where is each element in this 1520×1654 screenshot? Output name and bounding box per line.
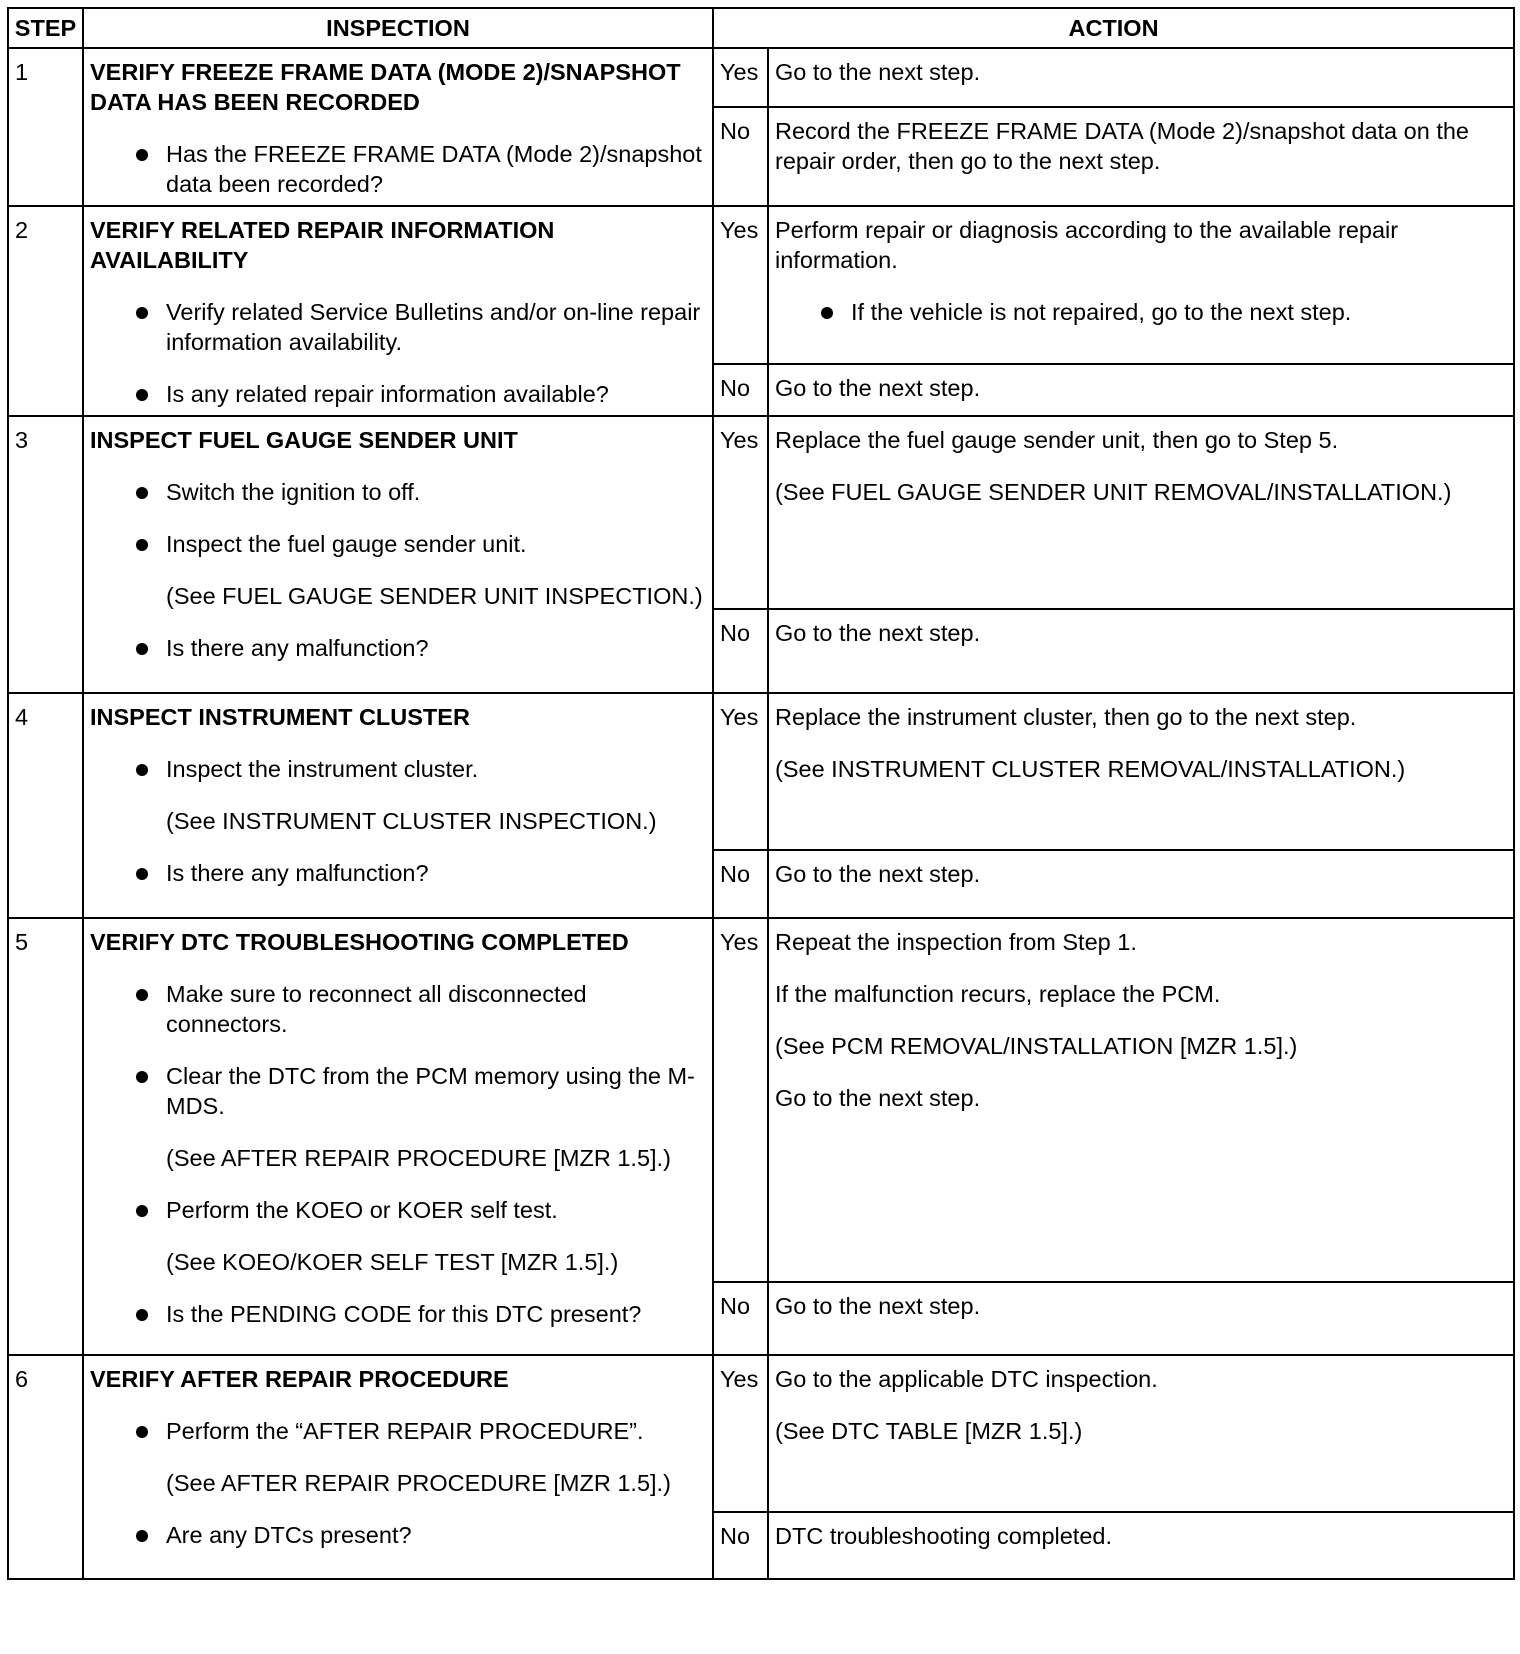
action-text: If the malfunction recurs, replace the PCM. (775, 981, 1221, 1007)
inspection-item: Perform the “AFTER REPAIR PROCEDURE”. (90, 1416, 706, 1446)
inspection-cell (83, 416, 713, 693)
inspection-item: Is the PENDING CODE for this DTC present? (90, 1299, 706, 1329)
no-label: No (713, 1512, 768, 1579)
action-text: Go to the next step. (775, 1085, 981, 1111)
step-row-yes (8, 416, 1514, 609)
inspection-reference: (See KOEO/KOER SELF TEST [MZR 1.5].) (166, 1249, 619, 1275)
no-label: No (713, 1282, 768, 1355)
step-number: 2 (8, 206, 83, 416)
step-number: 5 (8, 918, 83, 1355)
inspection-list (90, 979, 706, 1329)
inspection-cell (83, 693, 713, 918)
action-text: Replace the fuel gauge sender unit, then go to Step 5. (775, 427, 1339, 453)
step-row-yes (8, 206, 1514, 364)
yes-label: Yes (713, 48, 768, 107)
step-row-yes (8, 918, 1514, 1282)
step-number: 3 (8, 416, 83, 693)
yes-label: Yes (713, 206, 768, 364)
step-number: 6 (8, 1355, 83, 1579)
inspection-reference: (See INSTRUMENT CLUSTER INSPECTION.) (166, 808, 657, 834)
step-title: VERIFY FREEZE FRAME DATA (MODE 2)/SNAPSHOT DATA HAS BEEN RECORDED (90, 59, 681, 115)
inspection-reference: (See AFTER REPAIR PROCEDURE [MZR 1.5].) (166, 1145, 671, 1171)
step-title: INSPECT FUEL GAUGE SENDER UNIT (90, 427, 518, 453)
step-title: VERIFY AFTER REPAIR PROCEDURE (90, 1366, 509, 1392)
action-text: Go to the applicable DTC inspection. (775, 1366, 1158, 1392)
action-text: Perform repair or diagnosis according to the available repair information. (775, 217, 1399, 273)
action-text: Record the FREEZE FRAME DATA (Mode 2)/snapshot data on the repair order, then go to the next step. (775, 117, 1469, 174)
inspection-item: Inspect the fuel gauge sender unit. (90, 529, 706, 559)
yes-label: Yes (713, 918, 768, 1282)
no-action (768, 364, 1514, 417)
yes-action (768, 416, 1514, 609)
inspection-list (90, 139, 706, 199)
action-text: (See INSTRUMENT CLUSTER REMOVAL/INSTALLATION.) (775, 756, 1406, 782)
inspection-header: INSPECTION (83, 8, 713, 48)
action-text: (See FUEL GAUGE SENDER UNIT REMOVAL/INSTALLATION.) (775, 479, 1452, 505)
yes-label: Yes (713, 416, 768, 609)
no-action (768, 609, 1514, 693)
header-row (8, 8, 1514, 48)
inspection-item: Inspect the instrument cluster. (90, 754, 706, 784)
inspection-list (90, 754, 706, 888)
inspection-reference: (See AFTER REPAIR PROCEDURE [MZR 1.5].) (166, 1470, 671, 1496)
inspection-list (90, 297, 706, 409)
inspection-item: Perform the KOEO or KOER self test. (90, 1195, 706, 1225)
inspection-item: Switch the ignition to off. (90, 477, 706, 507)
action-text: (See PCM REMOVAL/INSTALLATION [MZR 1.5].) (775, 1033, 1298, 1059)
action-header: ACTION (713, 8, 1514, 48)
step-number: 4 (8, 693, 83, 918)
action-text: Repeat the inspection from Step 1. (775, 929, 1137, 955)
inspection-cell (83, 1355, 713, 1579)
step-number: 1 (8, 48, 83, 206)
no-label: No (713, 107, 768, 206)
inspection-item: Clear the DTC from the PCM memory using the M-MDS. (90, 1061, 706, 1121)
inspection-item: Make sure to reconnect all disconnected connectors. (90, 979, 706, 1039)
no-label: No (713, 609, 768, 693)
step-title: VERIFY DTC TROUBLESHOOTING COMPLETED (90, 929, 629, 955)
inspection-item: Is any related repair information available? (90, 379, 706, 409)
action-text: Replace the instrument cluster, then go to the next step. (775, 704, 1357, 730)
action-text: Go to the next step. (775, 59, 981, 85)
yes-label: Yes (713, 693, 768, 850)
action-text: Go to the next step. (775, 620, 981, 646)
no-action (768, 1512, 1514, 1579)
yes-label: Yes (713, 1355, 768, 1512)
yes-action (768, 918, 1514, 1282)
no-label: No (713, 850, 768, 918)
inspection-item: Is there any malfunction? (90, 858, 706, 888)
inspection-reference: (See FUEL GAUGE SENDER UNIT INSPECTION.) (166, 583, 703, 609)
action-text: DTC troubleshooting completed. (775, 1523, 1113, 1549)
inspection-cell (83, 918, 713, 1355)
yes-action (768, 693, 1514, 850)
step-title: VERIFY RELATED REPAIR INFORMATION AVAILABILITY (90, 217, 555, 273)
action-text: Go to the next step. (775, 861, 981, 887)
step-header: STEP (8, 8, 83, 48)
action-text: Go to the next step. (775, 374, 981, 401)
inspection-cell (83, 48, 713, 206)
inspection-item: Are any DTCs present? (90, 1520, 706, 1550)
troubleshooting-table (7, 7, 1515, 1580)
action-text: Go to the next step. (775, 1293, 981, 1319)
no-action (768, 850, 1514, 918)
no-action (768, 107, 1514, 206)
yes-action (768, 206, 1514, 364)
yes-action (768, 48, 1514, 107)
no-action (768, 1282, 1514, 1355)
inspection-item: Is there any malfunction? (90, 633, 706, 663)
step-title: INSPECT INSTRUMENT CLUSTER (90, 704, 470, 730)
inspection-cell (83, 206, 713, 416)
no-label: No (713, 364, 768, 417)
action-text: (See DTC TABLE [MZR 1.5].) (775, 1418, 1083, 1444)
step-row-yes (8, 48, 1514, 107)
inspection-item: Verify related Service Bulletins and/or on-line repair information availability. (90, 297, 706, 357)
action-bullet: If the vehicle is not repaired, go to the next step. (775, 297, 1507, 327)
step-row-yes (8, 1355, 1514, 1512)
inspection-list (90, 1416, 706, 1550)
yes-action (768, 1355, 1514, 1512)
inspection-list (90, 477, 706, 663)
inspection-item: Has the FREEZE FRAME DATA (Mode 2)/snapshot data been recorded? (90, 139, 706, 199)
step-row-yes (8, 693, 1514, 850)
